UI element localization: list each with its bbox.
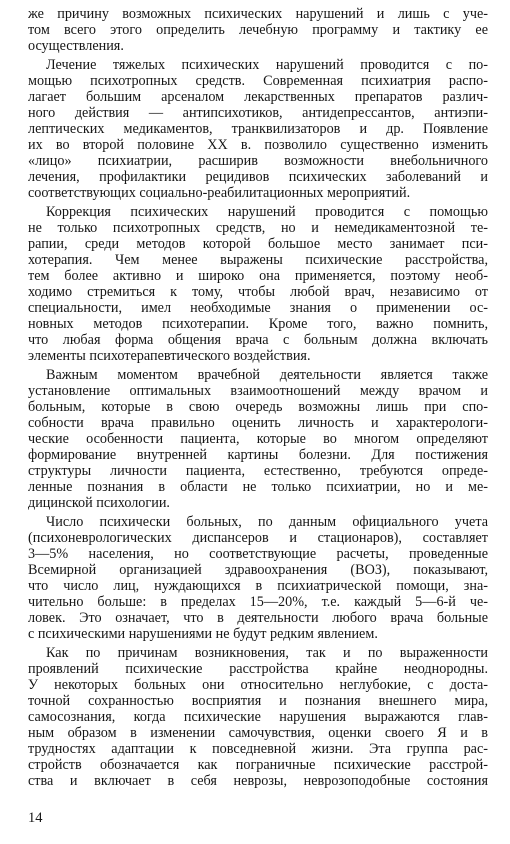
text-line: ческие особенности пациента, которые во многом определяют: [28, 431, 488, 447]
text-line: У некоторых больных они относительно неглубокие, с доста-: [28, 677, 488, 693]
text-line: ходимо стремиться к тому, чтобы любой врач, независимо от: [28, 284, 488, 300]
text-line: хотерапия. Чем менее выражены психические расстройства,: [28, 252, 488, 268]
text-line: собности врача правильно оценить личность и характерологи-: [28, 415, 488, 431]
paragraph-continuation: [28, 6, 488, 54]
text-line: тем более активно и широко она применяется, поэтому необ-: [28, 268, 488, 284]
text-line: же причину возможных психических нарушений и лишь с уче-: [28, 6, 488, 22]
text-line: трудностях адаптации к повседневной жизни. Эта группа рас-: [28, 741, 488, 757]
text-line: структуры личности пациента, естественно, требуются опреде-: [28, 463, 488, 479]
text-line: их во второй половине XX в. позволило существенно изменить: [28, 137, 488, 153]
text-line: что число лиц, нуждающихся в психиатрической помощи, зна-: [28, 578, 488, 594]
text-line: соответствующих социально-реабилитационных мероприятий.: [28, 185, 411, 201]
text-line: (психоневрологических диспансеров и стационаров), составляет: [28, 530, 488, 546]
text-line: ного действия — антипсихотиков, антидепрессантов, антиэпи-: [28, 105, 488, 121]
text-line: формирование внутренней картины болезни. Для постижения: [28, 447, 488, 463]
text-line: дицинской психологии.: [28, 495, 170, 511]
text-line: ства и включает в себя неврозы, неврозоподобные состояния: [28, 773, 488, 789]
text-line: Коррекция психических нарушений проводится с помощью: [46, 204, 488, 220]
text-line: что любая форма общения врача с больным должна включать: [28, 332, 488, 348]
text-line: специальности, имел необходимые знания о применении ос-: [28, 300, 488, 316]
text-line: больным, которые в свою очередь возможны лишь при спо-: [28, 399, 488, 415]
text-line: не только психотропных средств, но и немедикаментозной те-: [28, 220, 488, 236]
text-line: точной сохранностью восприятия и познания внешнего мира,: [28, 693, 488, 709]
text-line: установление оптимальных взаимоотношений между врачом и: [28, 383, 488, 399]
text-line: Важным моментом врачебной деятельности является также: [46, 367, 488, 383]
text-line: 3—5% населения, но соответствующие расчеты, проведенные: [28, 546, 488, 562]
text-line: проявлений психические расстройства крайне неоднородны.: [28, 661, 488, 677]
text-line: ловек. Это означает, что в деятельности любого врача больные: [28, 610, 488, 626]
text-line: самосознания, когда психические нарушения выражаются глав-: [28, 709, 488, 725]
text-line: мощью психотропных средств. Современная психиатрия распо-: [28, 73, 488, 89]
text-line: рапии, среди методов которой большое место занимает пси-: [28, 236, 488, 252]
text-line: «лицо» психиатрии, расширив возможности внебольничного: [28, 153, 488, 169]
text-line: чительно больше: в пределах 15—20%, т.е. каждый 5—6-й че-: [28, 594, 488, 610]
paragraph-treatment: [28, 57, 488, 201]
text-line: осуществления.: [28, 38, 124, 54]
text-line: ным образом в изменении самочувствия, оценки своего Я и в: [28, 725, 488, 741]
text-line: Лечение тяжелых психических нарушений проводится с по-: [46, 57, 488, 73]
text-line: лечения, профилактики рецидивов психических заболеваний и: [28, 169, 488, 185]
text-line: Как по причинам возникновения, так и по выраженности: [46, 645, 488, 661]
text-line: лептических медикаментов, транквилизаторов и др. Появление: [28, 121, 488, 137]
paragraph-correction: [28, 204, 488, 364]
text-line: том всего этого определить лечебную программу и тактику ее: [28, 22, 488, 38]
text-line: лагает большим арсеналом лекарственных препаратов различ-: [28, 89, 488, 105]
text-line: Число психически больных, по данным официального учета: [46, 514, 488, 530]
text-line: с психическими нарушениями не будут редким явлением.: [28, 626, 378, 642]
text-line: новных методов психотерапии. Кроме того, важно помнить,: [28, 316, 488, 332]
text-line: элементы психотерапевтического воздействия.: [28, 348, 311, 364]
text-line: стройств обозначается как пограничные психические расстрой-: [28, 757, 488, 773]
paragraph-statistics: [28, 514, 488, 642]
paragraph-relations: [28, 367, 488, 511]
text-line: ленные познания в области не только психиатрии, но и ме-: [28, 479, 488, 495]
page-number: 14: [28, 810, 43, 826]
paragraph-heterogeneity: [28, 645, 488, 789]
text-line: Всемирной организацией здравоохранения (ВОЗ), показывают,: [28, 562, 488, 578]
